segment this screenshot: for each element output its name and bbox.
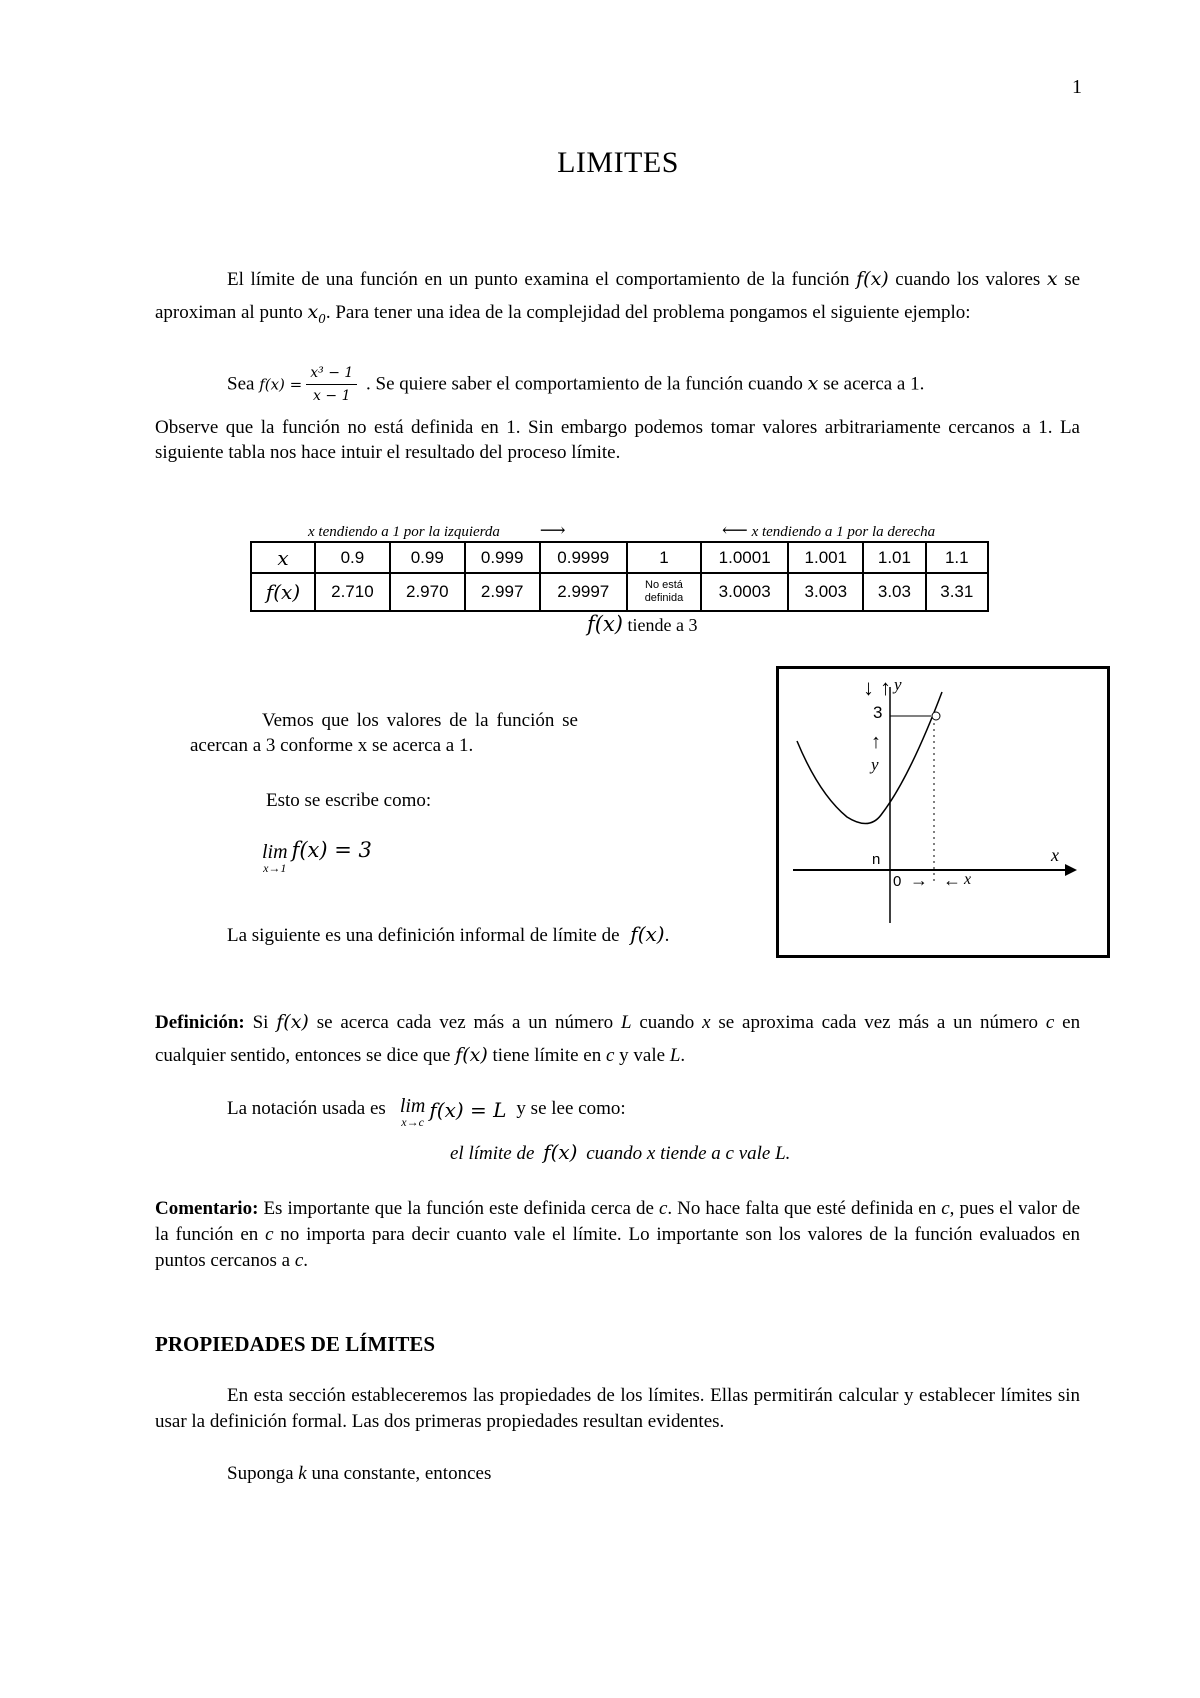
- notation-line: La notación usada es lim x→c f(x) = L y se lee como:: [227, 1095, 626, 1129]
- table-cell: 0.99: [390, 542, 465, 573]
- table-cell: 2.9997: [540, 573, 627, 611]
- constant-line: Suponga k una constante, entonces: [227, 1463, 492, 1484]
- table-cell: 2.710: [315, 573, 390, 611]
- table-cell: 3.003: [788, 573, 863, 611]
- informal-definition-intro: La siguiente es una definición informal de límite de f(x).: [227, 922, 670, 946]
- table-cell: 2.970: [390, 573, 465, 611]
- label-0: 0: [893, 873, 902, 890]
- notation-intro: Esto se escribe como:: [266, 790, 432, 811]
- table-cell: 0.9: [315, 542, 390, 573]
- table-row-fx: [251, 573, 988, 611]
- comment-paragraph: Comentario: Es importante que la función este definida cerca de c. No hace falta que esté definida en c, pues el valor de la función en c no importa para decir cuanto vale el límite. Lo importante son los valores de la función evaluados en puntos cercanos a c.: [155, 1198, 1081, 1271]
- graph-svg: [779, 669, 1107, 955]
- table-cell: 1.001: [788, 542, 863, 573]
- definition-paragraph: Definición: Si f(x) se acerca cada vez más a un número L cuando x se aproxima cada vez más a un número c en cualquier sentido, entonces se dice que f(x) tiene límite en c y vale L.: [155, 1011, 1081, 1066]
- x-label-bottom: x: [964, 871, 972, 888]
- label-3: 3: [873, 703, 883, 722]
- reading-line: el límite de f(x) cuando x tiende a c vale L.: [450, 1140, 791, 1164]
- table-cell: 0.999: [465, 542, 540, 573]
- table-conclusion: f(x) tiende a 3: [587, 612, 698, 636]
- function-fraction: $\frac{\text{x³ − 1}}{x - 1}$: [306, 362, 357, 408]
- x-axis-label: x: [1051, 845, 1059, 865]
- arrow-up-icon: ↑: [880, 675, 891, 700]
- table-cell: 1.1: [926, 542, 988, 573]
- table-cell: 2.997: [465, 573, 540, 611]
- page-title: LIMITES: [557, 146, 679, 179]
- section-paragraph: En esta sección estableceremos las propiedades de los límites. Ellas permitirán calcular y establecer límites sin usar la definición formal. Las dos primeras propiedades resultan evidentes.: [155, 1385, 1080, 1432]
- y-label-mid: y: [871, 755, 879, 774]
- observation-line-1: Vemos que los valores de la función se: [262, 710, 578, 731]
- fx-symbol: f(x): [856, 268, 889, 290]
- table-cell: 3.03: [863, 573, 925, 611]
- arrow-up-icon: ↑: [871, 731, 881, 753]
- table-row-x: [251, 542, 988, 573]
- row-label-x: x: [251, 542, 315, 573]
- arrow-down-icon: ↓: [863, 675, 874, 700]
- table-cell: 1: [627, 542, 701, 573]
- label-n: n: [872, 851, 881, 868]
- table-cell: 3.31: [926, 573, 988, 611]
- table-cell-undefined: No está definida: [627, 573, 701, 611]
- arrow-left-icon: ←: [943, 870, 961, 890]
- table-cell: 0.9999: [540, 542, 627, 573]
- left-caption: x tendiendo a 1 por la izquierda ⟶: [308, 520, 566, 540]
- x-axis-arrow-icon: [1065, 864, 1077, 876]
- values-table: [250, 541, 989, 612]
- y-label-top: y: [894, 675, 902, 694]
- observation-paragraph: Observe que la función no está definida en 1. Sin embargo podemos tomar valores arbitrariamente cercanos a 1. La siguiente tabla nos hace intuir el resultado del proceso límite.: [155, 417, 1080, 463]
- function-graph: [776, 666, 1110, 958]
- limit-expression-1: lim x→1 f(x) = 3: [262, 838, 372, 875]
- right-caption: ⟵ x tendiendo a 1 por la derecha: [722, 520, 936, 540]
- page-number: 1: [1072, 76, 1082, 98]
- table-cell: 1.01: [863, 542, 925, 573]
- intro-paragraph: El límite de una función en un punto examina el comportamiento de la función f(x) cuando los valores x se aproximan al punto $x_0$. Para tener una idea de la complejidad del problema pongamos el siguiente ejemplo:: [155, 268, 1081, 326]
- observation-line-2: acercan a 3 conforme x se acerca a 1.: [190, 735, 474, 756]
- section-heading: PROPIEDADES DE LÍMITES: [155, 1332, 436, 1356]
- arrow-right-icon: →: [910, 870, 928, 890]
- parabola-curve: [797, 692, 942, 824]
- table-cell: 1.0001: [701, 542, 788, 573]
- table-cell: 3.0003: [701, 573, 788, 611]
- row-label-fx: f(x): [251, 573, 315, 611]
- hole-point: [932, 712, 940, 720]
- function-example-line: Sea f(x) = $\frac{\text{x³ − 1}}{x - 1}$ . Se quiere saber el comportamiento de la función cuando x se acerca a 1.: [227, 362, 1087, 408]
